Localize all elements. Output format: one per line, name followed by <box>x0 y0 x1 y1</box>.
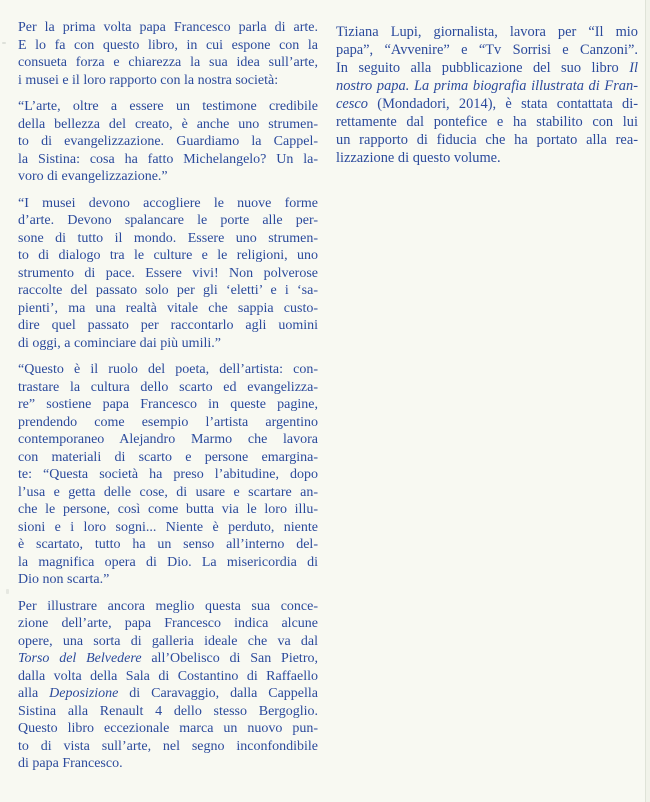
italic-text-segment: Deposizione <box>49 686 119 701</box>
text-line <box>18 414 318 432</box>
text-line <box>18 633 318 651</box>
text-segment: In seguito alla pubblicazione del suo libro <box>336 60 630 76</box>
text-segment: di Caravaggio, dalla Cappella <box>118 686 318 701</box>
text-line <box>336 41 638 59</box>
text-line <box>18 133 318 151</box>
text-line <box>18 449 318 467</box>
text-segment: pienti’, ma una realtà vitale che sappia custo- <box>18 300 318 316</box>
text-segment: all’Obelisco di San Pietro, <box>141 651 318 666</box>
text-segment: to di evangelizzazione. Guardiamo la Cappel- <box>18 134 318 149</box>
text-line <box>18 282 318 300</box>
text-segment: E lo fa con questo libro, in cui espone con la <box>18 37 318 53</box>
text-line <box>18 361 318 379</box>
paragraph <box>18 195 318 353</box>
italic-text-segment: Il <box>629 60 638 76</box>
text-segment: contemporaneo Alejandro Marmo che lavora <box>18 432 318 447</box>
italic-text-segment: Torso del Belvedere <box>18 651 142 666</box>
text-segment: papa”, “Avvenire” e “Tv Sorrisi e Canzoni”. <box>336 42 638 58</box>
scan-speck <box>2 42 6 44</box>
text-segment: “I musei devono accogliere le nuove forme <box>18 195 318 211</box>
text-line <box>336 149 638 167</box>
text-segment: Tiziana Lupi, giornalista, lavora per “Il mio <box>336 24 638 40</box>
text-line <box>18 615 318 633</box>
text-segment: strumento di pace. Essere vivi! Non polverose <box>18 265 318 281</box>
text-segment: che le persone, così come butta via le loro illu- <box>18 502 318 517</box>
text-segment: lizzazione di questo volume. <box>336 150 501 166</box>
text-line <box>18 668 318 686</box>
text-segment: della bellezza del creato, è anche uno strumen- <box>18 116 318 132</box>
text-line <box>18 755 318 773</box>
text-line <box>336 23 638 41</box>
text-segment: un rapporto di fiducia che ha portato alla rea- <box>336 132 638 148</box>
text-segment: Per la prima volta papa Francesco parla di arte. <box>18 20 318 35</box>
text-segment: raccolte del passato solo per gli ‘eletti’ e i ‘sa- <box>18 283 318 298</box>
paragraph <box>18 361 318 589</box>
text-line <box>18 54 318 72</box>
text-segment: trastare la cultura dello scarto ed evangelizza- <box>18 379 318 395</box>
text-segment: Per illustrare ancora meglio questa sua conce- <box>18 598 318 614</box>
text-line <box>18 19 318 37</box>
text-segment: te: “Questa società ha preso l’abitudine, dopo <box>18 467 318 482</box>
text-segment: zione dell’arte, papa Francesco indica alcune <box>18 616 318 631</box>
text-segment: alla <box>18 686 50 701</box>
text-segment: la magnifica opera di Dio. La misericordia di <box>18 554 318 570</box>
left-text-column <box>18 19 318 773</box>
text-line <box>18 466 318 484</box>
text-line <box>18 72 318 90</box>
text-segment: “L’arte, oltre a essere un testimone credibile <box>18 99 318 114</box>
text-segment: rettamente dal pontefice e ha stabilito con lui <box>336 114 638 130</box>
text-line <box>18 396 318 414</box>
text-segment: consueta forza e chiarezza la sua idea sull’arte, <box>18 55 318 70</box>
text-line <box>18 265 318 283</box>
text-segment: opere, una sorta di galleria ideale che va dal <box>18 633 318 649</box>
paragraph <box>18 98 318 186</box>
text-line <box>18 536 318 554</box>
scan-speck <box>6 589 9 594</box>
text-line <box>18 98 318 116</box>
text-line <box>18 212 318 230</box>
italic-text-segment: cesco <box>336 96 368 112</box>
text-line <box>18 598 318 616</box>
text-segment: d’arte. Devono spalancare le porte alle per- <box>18 213 318 228</box>
text-line <box>18 738 318 756</box>
text-segment: sone di tutto il mondo. Essere uno strumen- <box>18 230 318 246</box>
text-line <box>18 168 318 186</box>
text-segment: re” sostiene papa Francesco in queste pagine, <box>18 397 318 412</box>
scan-page-edge <box>645 0 650 802</box>
paragraph <box>18 19 318 89</box>
text-segment: di papa Francesco. <box>18 756 123 771</box>
text-segment: dire quel passato per raccontarlo agli uomini <box>18 318 318 333</box>
text-line <box>18 685 318 703</box>
text-segment: sioni e i loro sogni... Niente è perduto, niente <box>18 519 318 535</box>
text-line <box>18 151 318 169</box>
text-segment: Questo libro eccezionale marca un nuovo pun- <box>18 721 318 736</box>
right-text-column <box>336 23 638 167</box>
paragraph <box>336 23 638 167</box>
text-line <box>336 113 638 131</box>
text-line <box>18 554 318 572</box>
text-line <box>336 77 638 95</box>
text-line <box>18 431 318 449</box>
text-line <box>18 230 318 248</box>
text-line <box>18 317 318 335</box>
text-line <box>18 300 318 318</box>
text-line <box>336 131 638 149</box>
text-segment: to di dialogo tra le culture e le religioni, uno <box>18 248 318 263</box>
text-line <box>18 519 318 537</box>
text-segment: i musei e il loro rapporto con la nostra società: <box>18 72 279 88</box>
text-segment: di oggi, a cominciare dai più umili.” <box>18 335 221 351</box>
text-segment: la Sistina: cosa ha fatto Michelangelo? Un la- <box>18 151 318 167</box>
text-segment: con materiali di scarto e persone emargina- <box>18 449 318 465</box>
text-line <box>18 195 318 213</box>
text-segment: è scartato, tutto ha un senso all’interno del- <box>18 537 318 552</box>
text-line <box>18 720 318 738</box>
text-segment: dalla volta della Sala di Costantino di Raffaello <box>18 668 318 684</box>
text-segment: “Questo è il ruolo del poeta, dell’artista: con- <box>18 362 318 377</box>
text-line <box>18 501 318 519</box>
text-line <box>336 95 638 113</box>
text-segment: l’usa e getta delle cose, di usare e scartare an- <box>18 484 318 500</box>
text-line <box>18 37 318 55</box>
text-segment: Sistina alla Renault 4 dello stesso Bergoglio. <box>18 703 318 719</box>
text-line <box>336 59 638 77</box>
text-segment: voro di evangelizzazione.” <box>18 169 168 184</box>
text-line <box>18 335 318 353</box>
text-line <box>18 247 318 265</box>
text-line <box>18 571 318 589</box>
text-segment: to di vista sull’arte, nel segno inconfondibile <box>18 738 318 754</box>
text-segment: prendendo come esempio l’artista argentino <box>18 414 318 430</box>
text-line <box>18 650 318 668</box>
text-line <box>18 379 318 397</box>
text-line <box>18 484 318 502</box>
text-line <box>18 703 318 721</box>
italic-text-segment: nostro papa. La prima biografia illustrata di Fran- <box>336 78 638 94</box>
text-line <box>18 116 318 134</box>
text-segment: Dio non scarta.” <box>18 572 110 587</box>
paragraph <box>18 598 318 773</box>
text-segment: (Mondadori, 2014), è stata contattata di- <box>367 96 638 112</box>
